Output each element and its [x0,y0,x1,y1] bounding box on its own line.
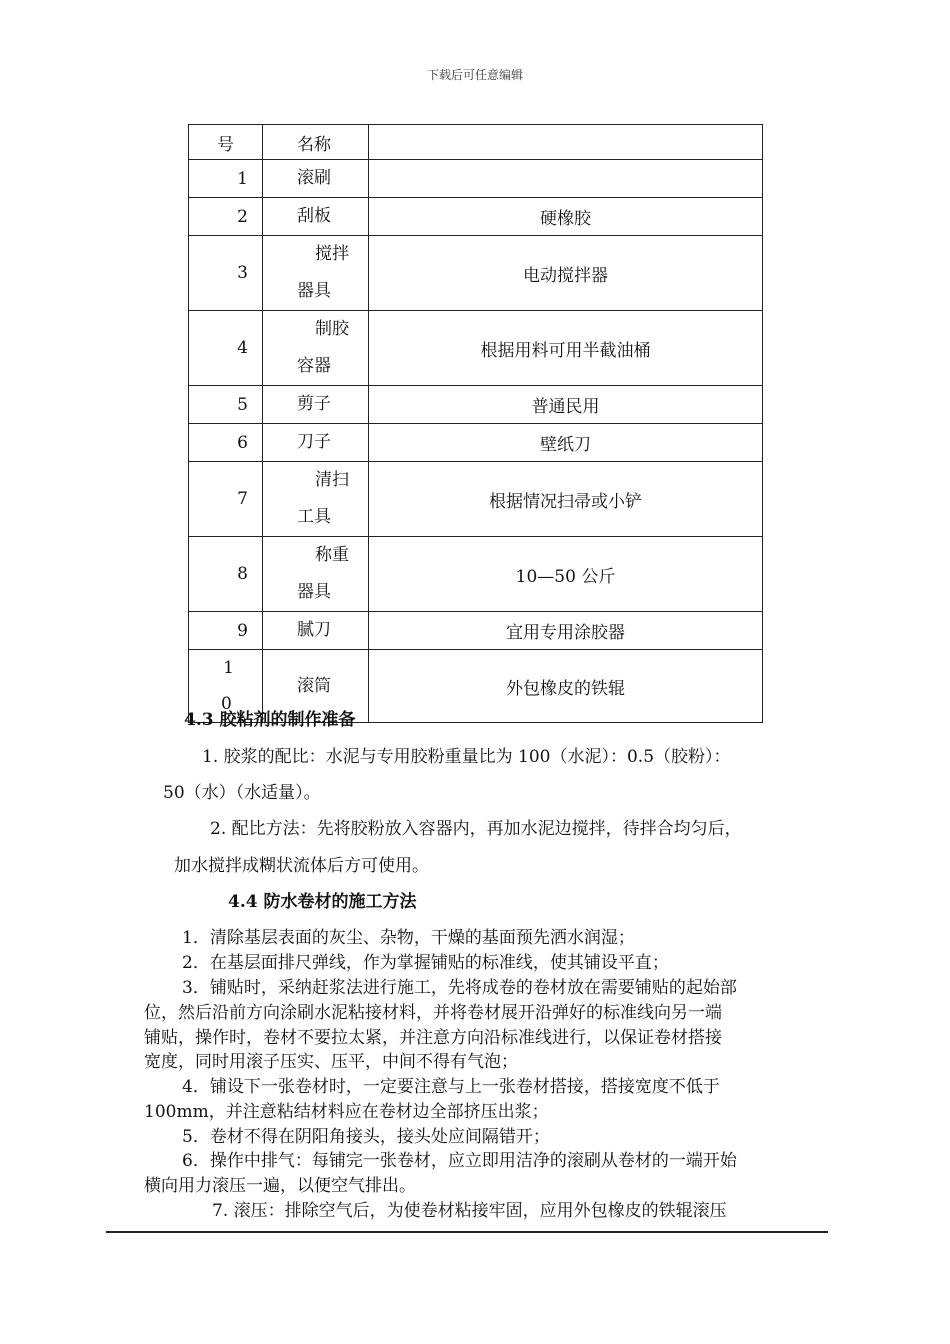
header-desc-cell [369,125,763,160]
table-row [189,311,763,386]
section-44-line: 位，然后沿前方向涂刷水泥粘接材料，并将卷材展开沿弹好的标准线向另一端 [144,1003,722,1023]
row-desc [369,160,763,198]
section-44-line: 4．铺设下一张卷材时，一定要注意与上一张卷材搭接，搭接宽度不低于 [182,1077,720,1097]
row-num: 8 [189,537,263,612]
section-44-line: 2．在基层面排尺弹线，作为掌握铺贴的标准线，使其铺设平直； [182,953,669,973]
bottom-divider [106,1231,828,1233]
row-desc: 10—50 公斤 [369,537,763,612]
row-name-line1: 称重 [315,545,349,565]
table-row [189,386,763,424]
row-num: 5 [189,386,263,424]
row-num: 9 [189,612,263,650]
row-name-line1: 清扫 [315,470,349,490]
row-name [263,537,369,612]
table-header-row [189,125,763,160]
row-desc: 根据情况扫帚或小铲 [369,462,763,537]
row-name: 剪子 [263,386,369,424]
table-row [189,198,763,236]
section-43-p2-line2: 加水搅拌成糊状流体后方可使用。 [174,856,429,876]
row-name: 刮板 [263,198,369,236]
row-num: 3 [189,236,263,311]
row-num-line1: 1 [223,658,234,678]
row-name-line2: 容器 [297,356,331,376]
page-header: 下载后可任意编辑 [426,68,523,82]
row-name-line1: 搅拌 [315,244,349,264]
section-44-line: 100mm，并注意粘结材料应在卷材边全部挤压出浆； [144,1102,549,1122]
row-desc: 壁纸刀 [369,424,763,462]
table-row [189,612,763,650]
row-name-line1: 制胶 [315,319,349,339]
row-desc: 宜用专用涂胶器 [369,612,763,650]
row-desc: 根据用料可用半截油桶 [369,311,763,386]
row-name [263,311,369,386]
row-name [263,462,369,537]
row-num-line2: 0 [221,694,232,714]
tools-table [188,124,763,723]
section-43-p1-line2: 50（水）（水适量）。 [163,783,321,803]
section-43-heading: 4.3 胶粘剂的制作准备 [184,710,356,730]
row-desc: 外包橡皮的铁辊 [369,650,763,723]
row-num: 6 [189,424,263,462]
table-row [189,424,763,462]
table-row [189,537,763,612]
row-num: 7 [189,462,263,537]
row-name-line2: 器具 [297,582,331,602]
section-44-line: 3．铺贴时，采纳赶浆法进行施工，先将成卷的卷材放在需要铺贴的起始部 [182,978,737,998]
header-name-cell: 名称 [263,125,369,160]
row-desc: 普通民用 [369,386,763,424]
section-44-line: 铺贴，操作时，卷材不要拉太紧，并注意方向沿标准线进行，以保证卷材搭接 [144,1028,722,1048]
row-num: 4 [189,311,263,386]
row-name-line2: 工具 [297,507,331,527]
section-44-line: 6．操作中排气：每铺完一张卷材，应立即用洁净的滚刷从卷材的一端开始 [182,1151,737,1171]
section-44-line: 宽度，同时用滚子压实、压平，中间不得有气泡； [144,1052,518,1072]
row-num: 2 [189,198,263,236]
table-row [189,236,763,311]
section-44-line: 7. 滚压：排除空气后，为使卷材粘接牢固，应用外包橡皮的铁辊滚压 [212,1201,727,1221]
row-name: 滚刷 [263,160,369,198]
row-name [263,236,369,311]
row-num: 1 [189,160,263,198]
row-desc: 电动搅拌器 [369,236,763,311]
row-name: 腻刀 [263,612,369,650]
row-name: 刀子 [263,424,369,462]
row-name: 滚筒 [263,650,369,723]
section-44-line: 1．清除基层表面的灰尘、杂物，干燥的基面预先洒水润湿； [182,928,635,948]
section-44-line: 5．卷材不得在阴阳角接头，接头处应间隔错开； [182,1127,550,1147]
section-44-heading: 4.4 防水卷材的施工方法 [228,892,417,912]
section-43-p1-line1: 1. 胶浆的配比：水泥与专用胶粉重量比为 100（水泥）：0.5（胶粉）： [202,747,731,767]
table-row [189,462,763,537]
section-43-p2-line1: 2. 配比方法：先将胶粉放入容器内，再加水泥边搅拌，待拌合均匀后， [210,819,742,839]
header-num-cell: 号 [189,125,263,160]
table-row [189,160,763,198]
section-44-line: 横向用力滚压一遍，以便空气排出。 [144,1176,416,1196]
row-name-line2: 器具 [297,281,331,301]
row-desc: 硬橡胶 [369,198,763,236]
